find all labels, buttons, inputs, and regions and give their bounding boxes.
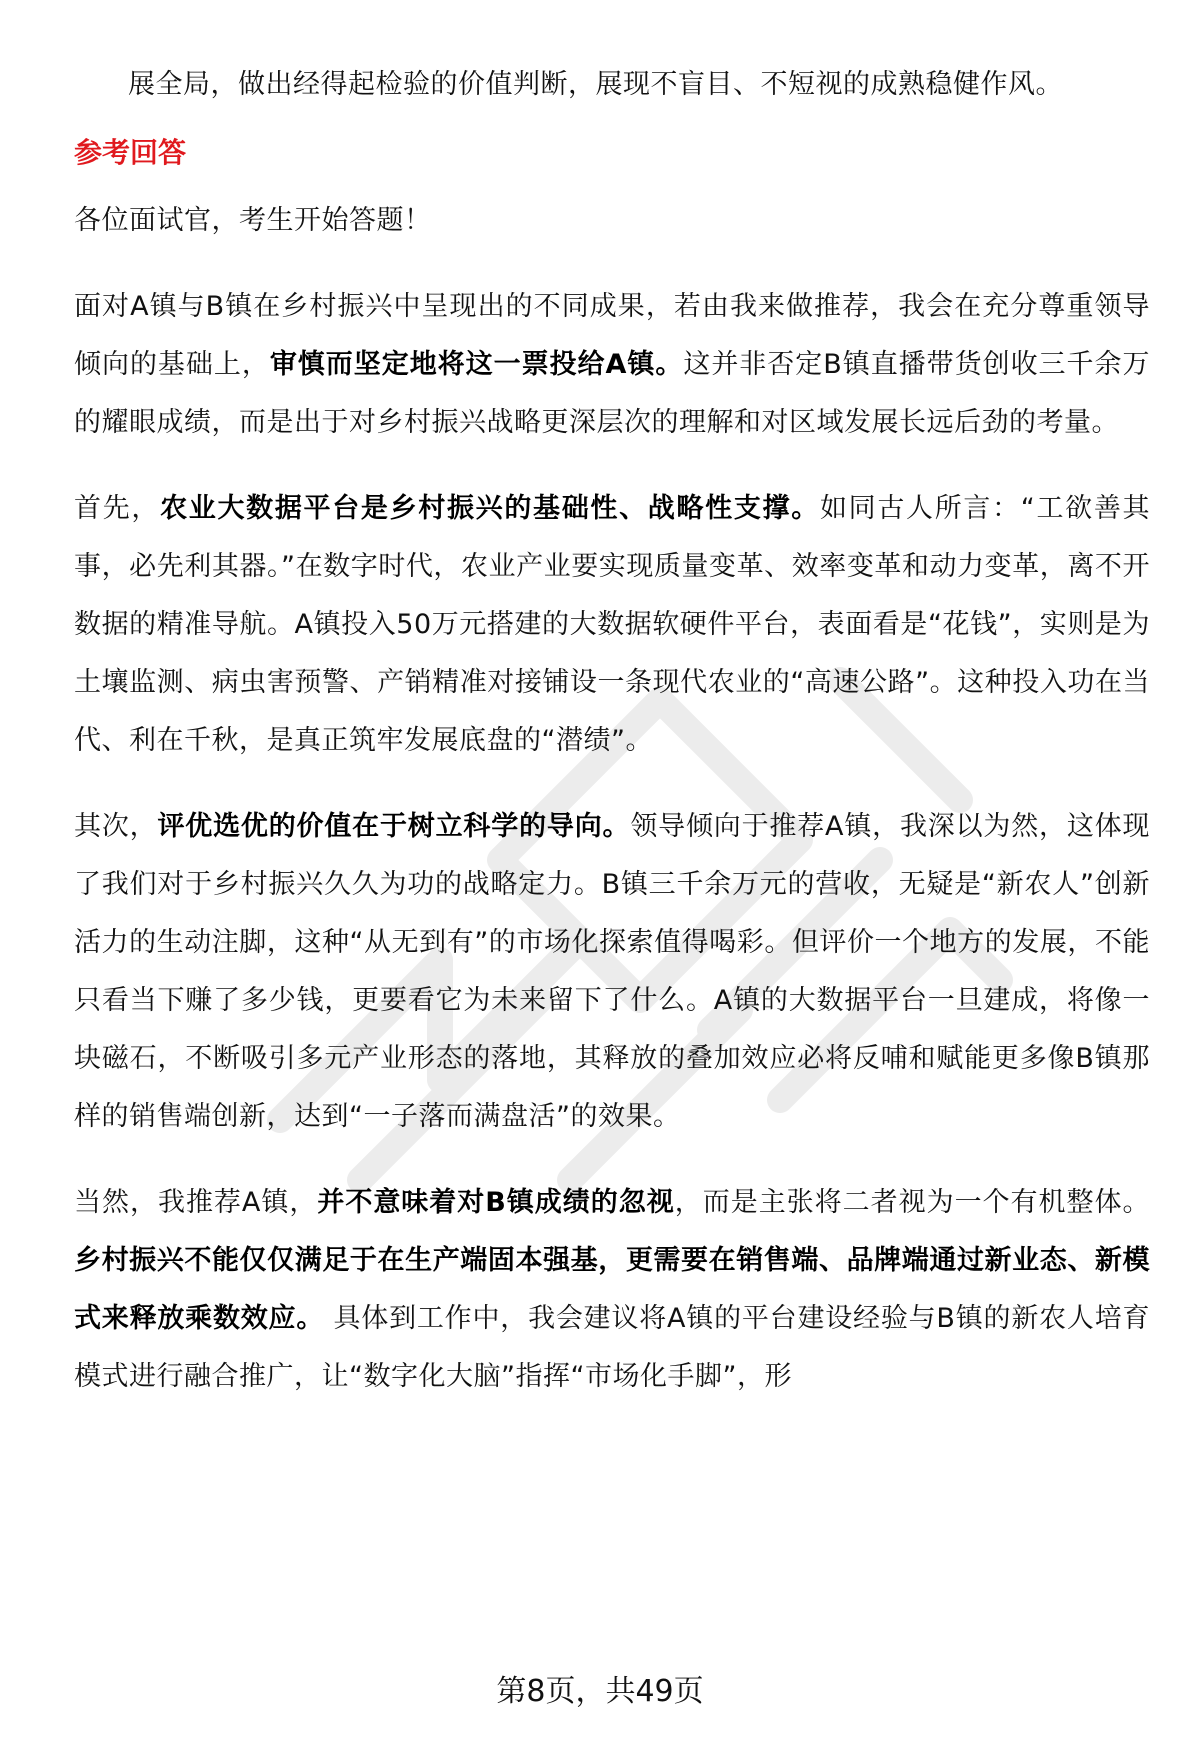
paragraph-2 bbox=[74, 480, 1150, 770]
paragraph-1 bbox=[74, 278, 1150, 452]
paragraph-2-text-a: 首先， bbox=[74, 493, 161, 524]
paragraph-3-text-c: 领导倾向于推荐A镇，我深以为然，这体现了我们对于乡村振兴久久为功的战略定力。B镇三千余万元的营收，无疑是“新农人”创新活力的生动注脚，这种“从无到有”的市场化探索值得喝彩。但评价一个地方的发展，不能只看当下赚了多少钱，更要看它为未来留下了什么。A镇的大数据平台一旦建成，将像一块磁石，不断吸引多元产业形态的落地，其释放的叠加效应必将反哺和赋能更多像B镇那样的销售端创新，达到“一子落而满盘活”的效果。 bbox=[74, 811, 1150, 1132]
paragraph-4 bbox=[74, 1174, 1150, 1406]
paragraph-4-text-a: 当然，我推荐A镇， bbox=[74, 1187, 318, 1218]
paragraph-1-text-c: 这并非否定B镇直播带货创收三千余万的耀眼成绩，而是出于对乡村振兴战略更深层次的理解和对区域发展长远后劲的考量。 bbox=[74, 349, 1150, 438]
paragraph-1-bold: 审慎而坚定地将这一票投给A镇。 bbox=[269, 349, 684, 380]
greeting: 各位面试官，考生开始答题！ bbox=[74, 205, 432, 236]
paragraph-4-text-c: ，而是主张将二者视为一个有机整体。 bbox=[674, 1187, 1150, 1218]
paragraph-4-text-e: 具体到工作中，我会建议将A镇的平台建设经验与B镇的新农人培育模式进行融合推广，让“数字化大脑”指挥“市场化手脚”，形 bbox=[74, 1303, 1151, 1392]
paragraph-4-bold-2: 乡村振兴不能仅仅满足于在生产端固本强基，更需要在销售端、品牌端通过新业态、新模式来释放乘数效应。 bbox=[74, 1245, 1150, 1334]
section-title: 参考回答 bbox=[74, 136, 187, 169]
document-body bbox=[74, 56, 1150, 1406]
lead-line: 展全局，做出经得起检验的价值判断，展现不盲目、不短视的成熟稳健作风。 bbox=[128, 69, 1063, 100]
paragraph-3-text-a: 其次， bbox=[74, 811, 158, 842]
paragraph-2-text-c: 如同古人所言：“工欲善其事，必先利其器。”在数字时代，农业产业要实现质量变革、效率变革和动力变革，离不开数据的精准导航。A镇投入50万元搭建的大数据软硬件平台，表面看是“花钱”，实则是为土壤监测、病虫害预警、产销精准对接铺设一条现代农业的“高速公路”。这种投入功在当代、利在千秋，是真正筑牢发展底盘的“潜绩”。 bbox=[74, 493, 1151, 756]
paragraph-1-text-a: 面对A镇与B镇在乡村振兴中呈现出的不同成果，若由我来做推荐，我会在充分尊重领导倾向的基础上， bbox=[74, 291, 1150, 380]
paragraph-2-bold: 农业大数据平台是乡村振兴的基础性、战略性支撑。 bbox=[160, 493, 820, 524]
page-footer: 第8页，共49页 bbox=[496, 1674, 704, 1709]
paragraph-4-bold-1: 并不意味着对B镇成绩的忽视 bbox=[317, 1187, 675, 1218]
paragraph-3 bbox=[74, 798, 1150, 1146]
paragraph-3-bold: 评优选优的价值在于树立科学的导向。 bbox=[157, 811, 631, 842]
